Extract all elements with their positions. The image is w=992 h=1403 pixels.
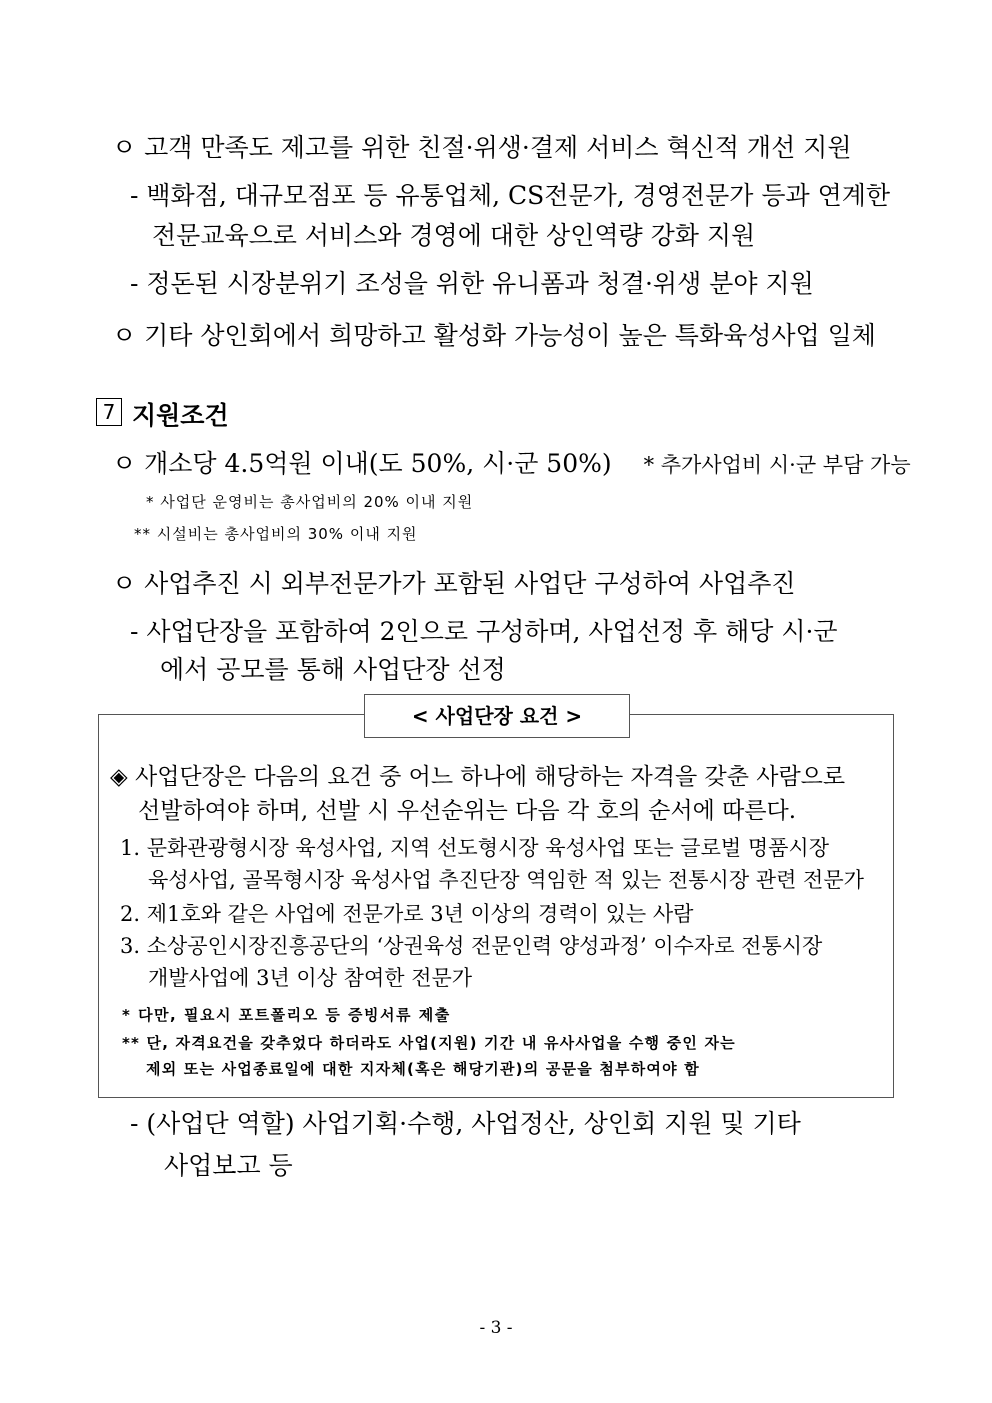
dash-team-line2: 에서 공모를 통해 사업단장 선정 [160,655,506,684]
box-intro-line2: 선발하여야 하며, 선발 시 우선순위는 다음 각 호의 순서에 따른다. [138,798,797,824]
note-facility-cost: ** 시설비는 총사업비의 30% 이내 지원 [134,525,418,543]
dash-team-role-line1: - (사업단 역할) 사업기획·수행, 사업정산, 상인회 지원 및 기타 [130,1109,801,1138]
dash-team-role-line2: 사업보고 등 [164,1151,293,1180]
dash-education-line1: - 백화점, 대규모점포 등 유통업체, CS전문가, 경영전문가 등과 연계한 [130,181,891,210]
bullet-service-improvement: ㅇ 고객 만족도 제고를 위한 친절·위생·결제 서비스 혁신적 개선 지원 [112,133,852,162]
dash-uniform: - 정돈된 시장분위기 조성을 위한 유니폼과 청결·위생 분야 지원 [130,269,814,298]
dash-team-line1: - 사업단장을 포함하여 2인으로 구성하며, 사업선정 후 해당 시·군 [130,617,838,646]
box-note2-line1: ** 단, 자격요건을 갖추었다 하더라도 사업(지원) 기간 내 유사사업을 수행 중인 자는 [122,1034,736,1052]
section-title: 지원조건 [132,401,229,430]
box-intro-line1: ◈ 사업단장은 다음의 요건 중 어느 하나에 해당하는 자격을 갖춘 사람으로 [110,764,846,790]
budget-text: ㅇ 개소당 4.5억원 이내(도 50%, 시·군 50%) [112,449,612,478]
box-item1-line1: 1. 문화관광형시장 육성사업, 지역 선도형시장 육성사업 또는 글로벌 명품시장 [120,836,829,860]
dash-education-line2: 전문교육으로 서비스와 경영에 대한 상인역량 강화 지원 [152,221,756,250]
box-item3-line2: 개발사업에 3년 이상 참여한 전문가 [148,966,473,990]
bullet-team: ㅇ 사업추진 시 외부전문가가 포함된 사업단 구성하여 사업추진 [112,569,796,598]
box-item2: 2. 제1호와 같은 사업에 전문가로 3년 이상의 경력이 있는 사람 [120,902,694,926]
note-operating-cost: * 사업단 운영비는 총사업비의 20% 이내 지원 [146,493,474,511]
bullet-other-projects: ㅇ 기타 상인회에서 희망하고 활성화 가능성이 높은 특화육성사업 일체 [112,321,876,350]
box-item1-line2: 육성사업, 골목형시장 육성사업 추진단장 역임한 적 있는 전통시장 관련 전문가 [148,868,864,892]
bullet-budget [112,444,911,480]
requirements-box-title: < 사업단장 요건 > [364,694,630,738]
box-item3-line1: 3. 소상공인시장진흥공단의 ‘상권육성 전문인력 양성과정’ 이수자로 전통시장 [120,934,823,958]
page-number: - 3 - [479,1318,513,1338]
section-number: 7 [96,398,122,426]
box-note2-line2: 제외 또는 사업종료일에 대한 지자체(혹은 해당기관)의 공문을 첨부하여야 함 [146,1060,700,1078]
box-note1: * 다만, 필요시 포트폴리오 등 증빙서류 제출 [122,1006,451,1024]
budget-note: * 추가사업비 시·군 부담 가능 [643,453,911,477]
